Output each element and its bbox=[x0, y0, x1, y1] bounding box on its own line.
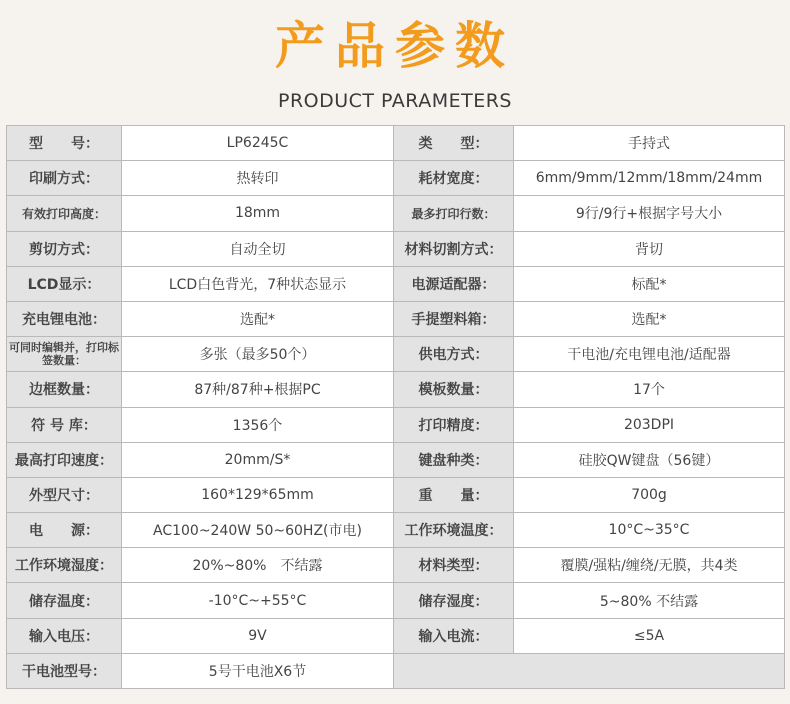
param-label: 储存温度： bbox=[7, 583, 122, 618]
param-label: 最高打印速度： bbox=[7, 442, 122, 477]
table-row bbox=[7, 337, 785, 372]
param-value: 1356个 bbox=[122, 407, 394, 442]
table-row bbox=[7, 266, 785, 301]
table-row bbox=[7, 618, 785, 653]
param-label: 材料切割方式： bbox=[394, 231, 514, 266]
param-value: 5号干电池X6节 bbox=[122, 653, 394, 688]
table-row bbox=[7, 372, 785, 407]
param-value: 6mm/9mm/12mm/18mm/24mm bbox=[514, 161, 785, 196]
table-row bbox=[7, 653, 785, 688]
param-value: 160*129*65mm bbox=[122, 477, 394, 512]
param-value: 10°C~35°C bbox=[514, 513, 785, 548]
param-label: 外型尺寸： bbox=[7, 477, 122, 512]
param-label: 电 源： bbox=[7, 513, 122, 548]
param-value: 热转印 bbox=[122, 161, 394, 196]
param-label: 输入电流： bbox=[394, 618, 514, 653]
param-value: 硅胶QW键盘（56键） bbox=[514, 442, 785, 477]
param-label: 储存湿度： bbox=[394, 583, 514, 618]
param-value: 18mm bbox=[122, 196, 394, 231]
table-row bbox=[7, 513, 785, 548]
param-label: LCD显示： bbox=[7, 266, 122, 301]
param-label: 可同时编辑并，打印标签数量： bbox=[7, 337, 122, 372]
param-label: 手提塑料箱： bbox=[394, 301, 514, 336]
param-label: 型 号： bbox=[7, 126, 122, 161]
param-value: 20mm/S* bbox=[122, 442, 394, 477]
table-row bbox=[7, 196, 785, 231]
param-value: LCD白色背光，7种状态显示 bbox=[122, 266, 394, 301]
param-label: 剪切方式： bbox=[7, 231, 122, 266]
param-label: 工作环境湿度： bbox=[7, 548, 122, 583]
table-row bbox=[7, 548, 785, 583]
table-row bbox=[7, 477, 785, 512]
param-value: 87种/87种+根据PC bbox=[122, 372, 394, 407]
param-value: 选配* bbox=[122, 301, 394, 336]
table-row bbox=[7, 407, 785, 442]
param-label: 有效打印高度： bbox=[7, 196, 122, 231]
empty-cell bbox=[394, 653, 785, 688]
param-label: 电源适配器： bbox=[394, 266, 514, 301]
param-value: 标配* bbox=[514, 266, 785, 301]
param-label: 印刷方式： bbox=[7, 161, 122, 196]
param-label: 充电锂电池： bbox=[7, 301, 122, 336]
param-value: 20%~80% 不结露 bbox=[122, 548, 394, 583]
param-value: 203DPI bbox=[514, 407, 785, 442]
param-value: 5~80% 不结露 bbox=[514, 583, 785, 618]
param-value: 背切 bbox=[514, 231, 785, 266]
page-title: 产品参数 bbox=[275, 17, 515, 75]
param-label: 边框数量： bbox=[7, 372, 122, 407]
param-value: -10°C~+55°C bbox=[122, 583, 394, 618]
param-value: 9行/9行+根据字号大小 bbox=[514, 196, 785, 231]
table-row bbox=[7, 231, 785, 266]
param-label: 输入电压： bbox=[7, 618, 122, 653]
param-value: 17个 bbox=[514, 372, 785, 407]
param-label: 符 号 库： bbox=[7, 407, 122, 442]
param-value: 覆膜/强粘/缠绕/无膜，共4类 bbox=[514, 548, 785, 583]
param-label: 干电池型号： bbox=[7, 653, 122, 688]
param-label: 键盘种类： bbox=[394, 442, 514, 477]
param-value: 手持式 bbox=[514, 126, 785, 161]
param-value: 多张（最多50个） bbox=[122, 337, 394, 372]
param-label: 耗材宽度： bbox=[394, 161, 514, 196]
table-row bbox=[7, 161, 785, 196]
param-label: 供电方式： bbox=[394, 337, 514, 372]
page-subtitle: PRODUCT PARAMETERS bbox=[277, 90, 512, 112]
table-row bbox=[7, 301, 785, 336]
param-label: 工作环境温度： bbox=[394, 513, 514, 548]
param-label: 打印精度： bbox=[394, 407, 514, 442]
param-value: ≤5A bbox=[514, 618, 785, 653]
table-row bbox=[7, 126, 785, 161]
param-value: LP6245C bbox=[122, 126, 394, 161]
param-value: 干电池/充电锂电池/适配器 bbox=[514, 337, 785, 372]
table-row bbox=[7, 583, 785, 618]
table-row bbox=[7, 442, 785, 477]
param-value: 选配* bbox=[514, 301, 785, 336]
param-value: 自动全切 bbox=[122, 231, 394, 266]
param-label: 类 型： bbox=[394, 126, 514, 161]
param-label: 最多打印行数： bbox=[394, 196, 514, 231]
param-label: 重 量： bbox=[394, 477, 514, 512]
param-value: AC100~240W 50~60HZ(市电) bbox=[122, 513, 394, 548]
param-value: 9V bbox=[122, 618, 394, 653]
param-label: 模板数量： bbox=[394, 372, 514, 407]
param-label: 材料类型： bbox=[394, 548, 514, 583]
param-value: 700g bbox=[514, 477, 785, 512]
parameters-table bbox=[6, 125, 785, 689]
